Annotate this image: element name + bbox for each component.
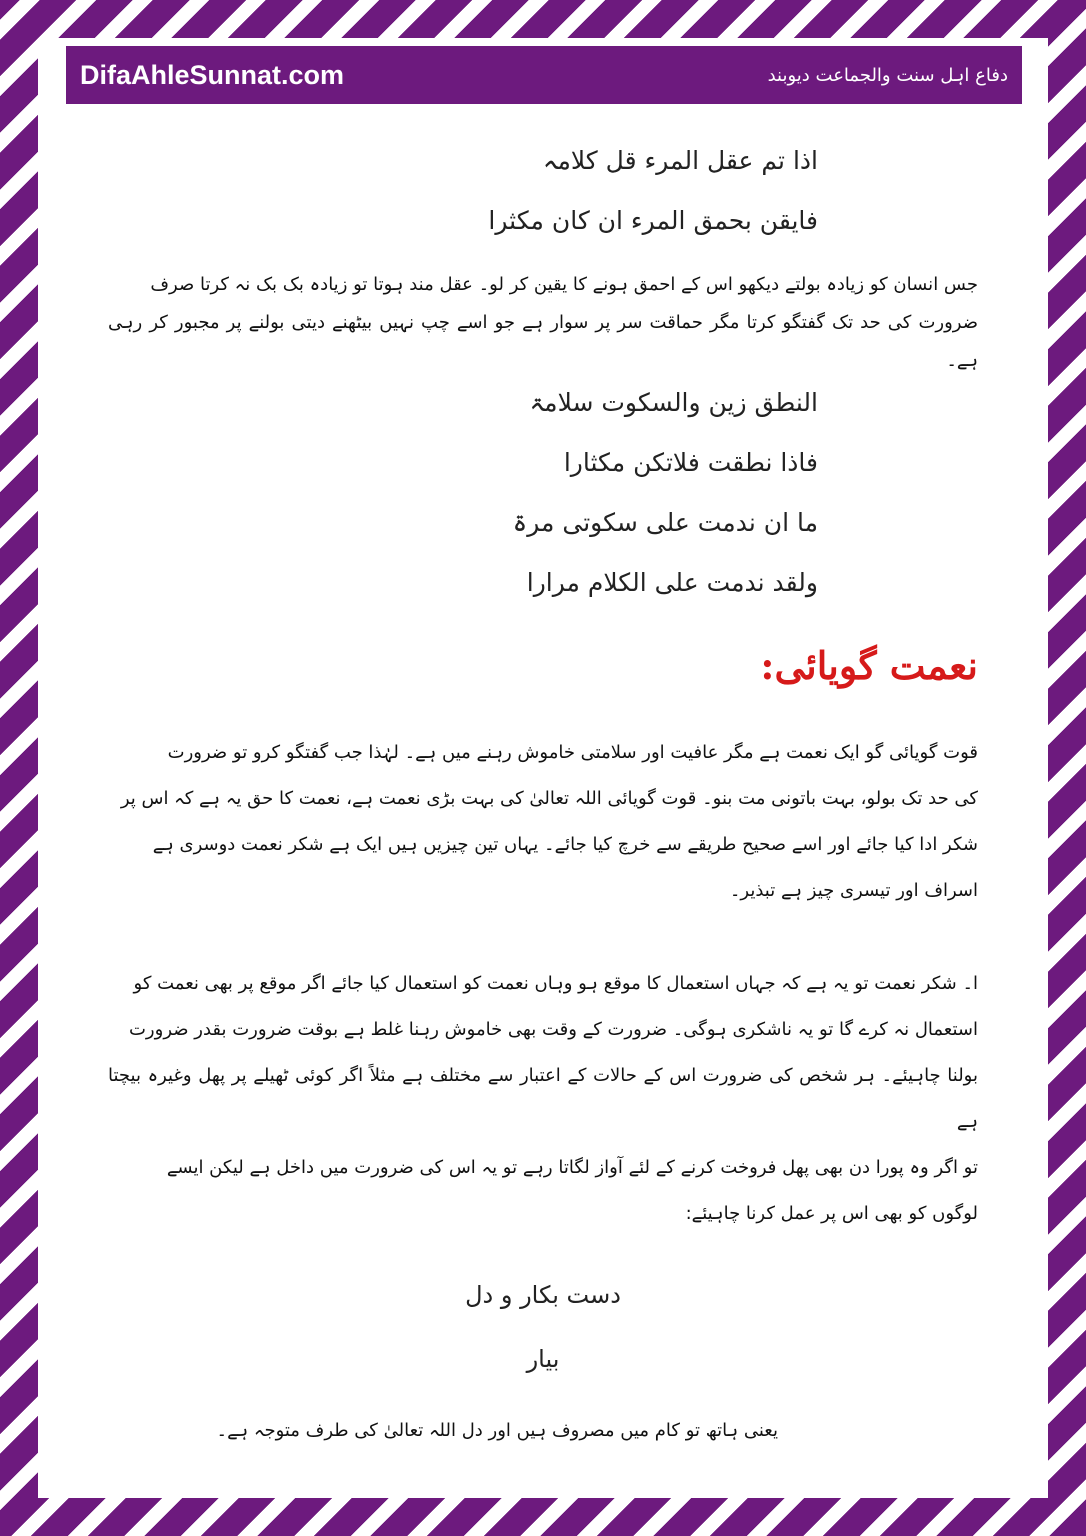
verse-line: فایقن بحمق المرء ان کان مکثرا [488, 206, 818, 235]
verse-line: النطق زین والسکوت سلامۃ [529, 388, 818, 417]
paragraph-line: اسراف اور تیسری چیز ہے تبذیر۔ [729, 880, 978, 901]
couplet-line: بیار [526, 1345, 560, 1373]
header-title: دفاع اہل سنت والجماعت دیوبند [767, 64, 1008, 86]
paragraph-line: ضرورت کی حد تک گفتگو کرتا مگر حماقت سر پر سوار ہے جو اسے چپ نہیں بیٹھنے دیتی بولنے پر مجبور کر رہی ہے۔ [108, 312, 978, 371]
couplet-line: دست بکار و دل [465, 1281, 621, 1309]
paragraph-line: شکر ادا کیا جائے اور اسے صحیح طریقے سے خرچ کیا جائے۔ یہاں تین چیزیں ہیں ایک ہے شکر نعمت دوسری ہے [152, 834, 978, 855]
site-name[interactable]: DifaAhleSunnat.com [80, 59, 345, 90]
paragraph-line: کی حد تک بولو، بہت باتونی مت بنو۔ قوت گویائی اللہ تعالیٰ کی بہت بڑی نعمت ہے، نعمت کا حق یہ ہے کہ اس پر [120, 788, 978, 809]
paragraph-line: قوت گویائی گو ایک نعمت ہے مگر عافیت اور سلامتی خاموش رہنے میں ہے۔ لہٰذا جب گفتگو کرو تو ضرورت [167, 742, 978, 763]
footer-note: یعنی ہاتھ تو کام میں مصروف ہیں اور دل اللہ تعالیٰ کی طرف متوجہ ہے۔ [216, 1420, 778, 1441]
verse-line: اذا تم عقل المرء قل کلامہ [542, 146, 818, 175]
paragraph-line: لوگوں کو بھی اس پر عمل کرنا چاہیئے: [685, 1203, 978, 1224]
verse-line: فاذا نطقت فلاتکن مکثارا [563, 448, 818, 477]
paragraph-line: استعمال نہ کرے گا تو یہ ناشکری ہوگی۔ ضرورت کے وقت بھی خاموش رہنا غلط ہے بوقت ضرورت بقدر ضرورت [128, 1019, 978, 1040]
paragraph-1 [108, 266, 978, 380]
paragraph-line: تو اگر وہ پورا دن بھی پھل فروخت کرنے کے لئے آواز لگاتا رہے تو یہ اس کی ضرورت میں داخل ہے لیکن ایسے [166, 1157, 978, 1178]
header-bar [66, 46, 1022, 104]
paragraph-line: بولنا چاہیئے۔ ہر شخص کی ضرورت اس کے حالات کے اعتبار سے مختلف ہے مثلاً اگر کوئی ٹھیلے پر پھل وغیرہ بیچتا ہے [108, 1065, 978, 1132]
paragraph-2 [108, 730, 978, 914]
paragraph-line: ا۔ شکر نعمت تو یہ ہے کہ جہاں استعمال کا موقع ہو وہاں نعمت کو استعمال کیا جائے اگر موقع پر بھی نعمت کو [133, 973, 978, 994]
section-heading: نعمت گویائی: [760, 643, 978, 688]
paragraph-3 [108, 961, 978, 1237]
paragraph-line: جس انسان کو زیادہ بولتے دیکھو اس کے احمق ہونے کا یقین کر لو۔ عقل مند ہوتا تو زیادہ بک بک نہ کرتا صرف [150, 274, 978, 295]
verse-line: ولقد ندمت علی الکلام مرارا [526, 568, 818, 597]
page [38, 38, 1048, 1498]
verse-line: ما ان ندمت علی سکوتی مرۃ [512, 508, 818, 537]
